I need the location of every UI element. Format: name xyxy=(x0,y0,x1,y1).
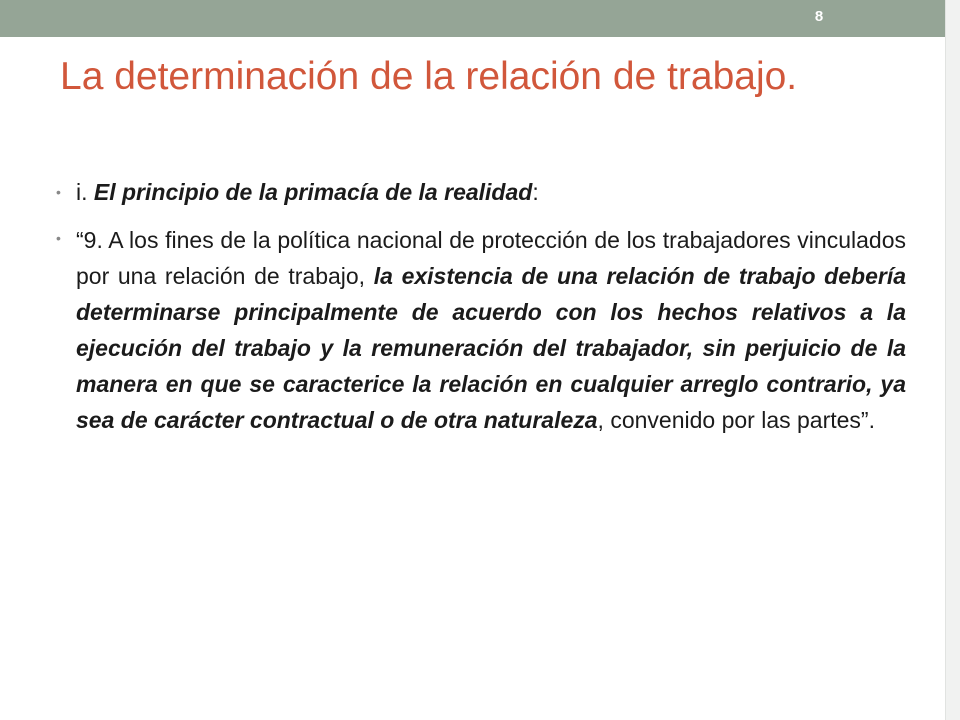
bullet-dot-icon: • xyxy=(56,230,61,246)
quote-suffix: , convenido por las partes”. xyxy=(597,407,875,433)
quote-emphasis: la existencia de una relación de trabajo debería determinarse principalmente de acuerdo con los hechos relativos a la ejecución del trabajo y la remuneración del trabajador, sin perjuicio de la manera en que se caracterice la relación en cualquier arreglo contrario, ya sea de carácter contractual o de otra naturaleza xyxy=(76,263,906,433)
slide-title: La determinación de la relación de trabajo. xyxy=(60,55,798,98)
slide-number: 8 xyxy=(814,8,824,25)
top-header-bar xyxy=(0,0,946,37)
quote-prefix: “9. A los fines de la política nacional de protección de los trabajadores vinculados por una relación de trabajo, xyxy=(76,227,906,289)
bullet-item-principle xyxy=(56,172,906,212)
bullet-suffix: : xyxy=(532,179,539,205)
slide-body xyxy=(56,172,906,444)
right-edge-strip xyxy=(945,0,960,720)
bullet-item-quote xyxy=(56,218,906,438)
bullet-dot-icon: • xyxy=(56,184,61,200)
bullet-emphasis: El principio de la primacía de la realidad xyxy=(93,179,533,205)
bullet-prefix: i. xyxy=(76,179,94,205)
